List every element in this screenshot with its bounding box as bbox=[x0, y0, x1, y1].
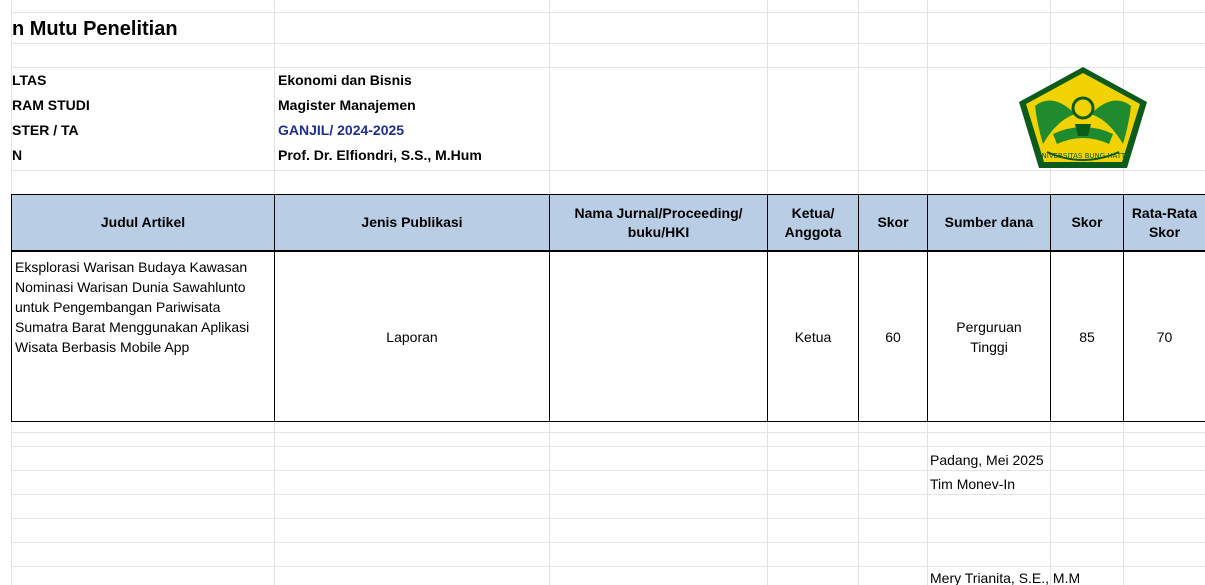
col-header-sumber: Sumber dana bbox=[927, 194, 1051, 251]
cell-skor2: 85 bbox=[1050, 251, 1124, 422]
col-header-judul: Judul Artikel bbox=[11, 194, 275, 251]
page-title: n Mutu Penelitian bbox=[12, 18, 178, 40]
info-value-fakultas: Ekonomi dan Bisnis bbox=[278, 72, 412, 88]
cell-skor1: 60 bbox=[858, 251, 928, 422]
info-value-semester: GANJIL/ 2024-2025 bbox=[278, 122, 405, 138]
cell-peran: Ketua bbox=[767, 251, 859, 422]
cell-sumber: Perguruan Tinggi bbox=[927, 251, 1051, 422]
col-header-jenis: Jenis Publikasi bbox=[274, 194, 550, 251]
grid-line bbox=[11, 566, 1205, 567]
grid-line bbox=[11, 446, 1205, 447]
info-value-program-studi: Magister Manajemen bbox=[278, 97, 416, 113]
info-label-dosen: N bbox=[12, 147, 23, 163]
cell-rata: 70 bbox=[1123, 251, 1205, 422]
info-label-fakultas: LTAS bbox=[12, 72, 47, 88]
grid-line bbox=[11, 494, 1205, 495]
col-header-skor1: Skor bbox=[858, 194, 928, 251]
col-header-jurnal: Nama Jurnal/Proceeding/ buku/HKI bbox=[549, 194, 768, 251]
footer-signatory: Mery Trianita, S.E., M.M bbox=[930, 570, 1081, 585]
grid-line bbox=[11, 43, 1205, 44]
grid-line bbox=[11, 432, 1205, 433]
university-logo bbox=[1013, 64, 1153, 176]
grid-line bbox=[11, 518, 1205, 519]
cell-jenis: Laporan bbox=[274, 251, 550, 422]
grid-line bbox=[11, 542, 1205, 543]
col-header-rata: Rata-Rata Skor bbox=[1123, 194, 1205, 251]
info-value-dosen: Prof. Dr. Elfiondri, S.S., M.Hum bbox=[278, 147, 482, 163]
info-label-program-studi: RAM STUDI bbox=[12, 97, 90, 113]
grid-line bbox=[11, 12, 1205, 13]
cell-jurnal bbox=[549, 251, 768, 422]
grid-line bbox=[11, 470, 1205, 471]
cell-judul: Eksplorasi Warisan Budaya Kawasan Nominasi Warisan Dunia Sawahlunto untuk Pengembangan Pariwisata Sumatra Barat Menggunakan Aplikasi Wisata Berbasis Mobile App bbox=[11, 251, 275, 422]
col-header-peran: Ketua/ Anggota bbox=[767, 194, 859, 251]
footer-team: Tim Monev-In bbox=[930, 476, 1016, 492]
logo-arc-text: UNIVERSITAS BUNG HATTA bbox=[1036, 152, 1130, 160]
info-label-semester: STER / TA bbox=[12, 122, 79, 138]
col-header-skor2: Skor bbox=[1050, 194, 1124, 251]
footer-place-date: Padang, Mei 2025 bbox=[930, 452, 1044, 468]
